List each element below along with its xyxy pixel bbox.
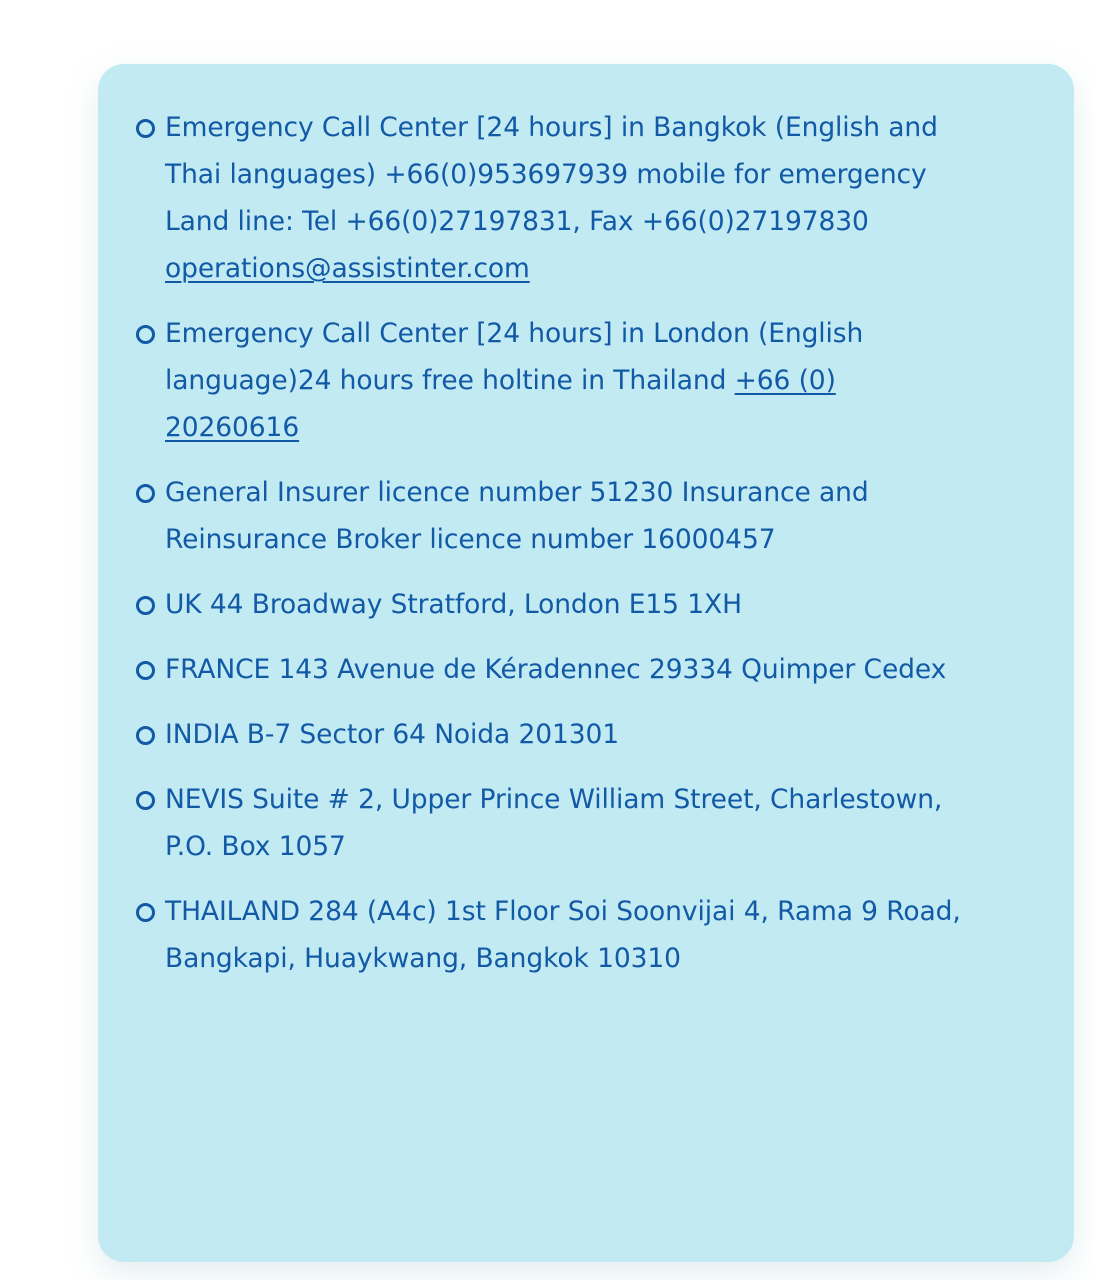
contact-info-card (98, 64, 1074, 1262)
list-item-india-address (132, 711, 1034, 758)
circle-bullet-icon (136, 325, 155, 344)
circle-bullet-icon (136, 119, 155, 138)
item-text: THAILAND 284 (A4c) 1st Floor Soi Soonvijai 4, Rama 9 Road, (165, 896, 961, 927)
item-text: language)24 hours free holtine in Thailand (165, 365, 735, 396)
item-text: Reinsurance Broker licence number 16000457 (165, 524, 776, 555)
list-item-thailand-address (132, 888, 1034, 982)
item-text: UK 44 Broadway Stratford, London E15 1XH (165, 589, 742, 620)
circle-bullet-icon (136, 596, 155, 615)
item-text: Land line: Tel +66(0)27197831, Fax +66(0)27197830 (165, 206, 869, 237)
item-text: Emergency Call Center [24 hours] in Bangkok (English and (165, 112, 938, 143)
thailand-hotline-phone-link[interactable]: +66 (0) (734, 365, 836, 396)
circle-bullet-icon (136, 484, 155, 503)
operations-email-link[interactable]: operations@assistinter.com (165, 253, 530, 284)
item-text: INDIA B-7 Sector 64 Noida 201301 (165, 719, 620, 750)
circle-bullet-icon (136, 661, 155, 680)
contact-info-list (132, 104, 1034, 982)
list-item-nevis-address (132, 776, 1034, 870)
list-item-bangkok-call-center (132, 104, 1034, 292)
list-item-france-address (132, 646, 1034, 693)
item-text: Thai languages) +66(0)953697939 mobile for emergency (165, 159, 927, 190)
item-text: General Insurer licence number 51230 Insurance and (165, 477, 869, 508)
item-text: NEVIS Suite # 2, Upper Prince William Street, Charlestown, (165, 784, 943, 815)
thailand-hotline-phone-link-continued[interactable]: 20260616 (165, 412, 300, 443)
list-item-london-call-center (132, 310, 1034, 451)
item-text: FRANCE 143 Avenue de Kéradennec 29334 Quimper Cedex (165, 654, 947, 685)
circle-bullet-icon (136, 791, 155, 810)
item-text: P.O. Box 1057 (165, 831, 346, 862)
circle-bullet-icon (136, 726, 155, 745)
item-text: Emergency Call Center [24 hours] in London (English (165, 318, 864, 349)
list-item-licence-numbers (132, 469, 1034, 563)
list-item-uk-address (132, 581, 1034, 628)
item-text: Bangkapi, Huaykwang, Bangkok 10310 (165, 943, 681, 974)
circle-bullet-icon (136, 903, 155, 922)
